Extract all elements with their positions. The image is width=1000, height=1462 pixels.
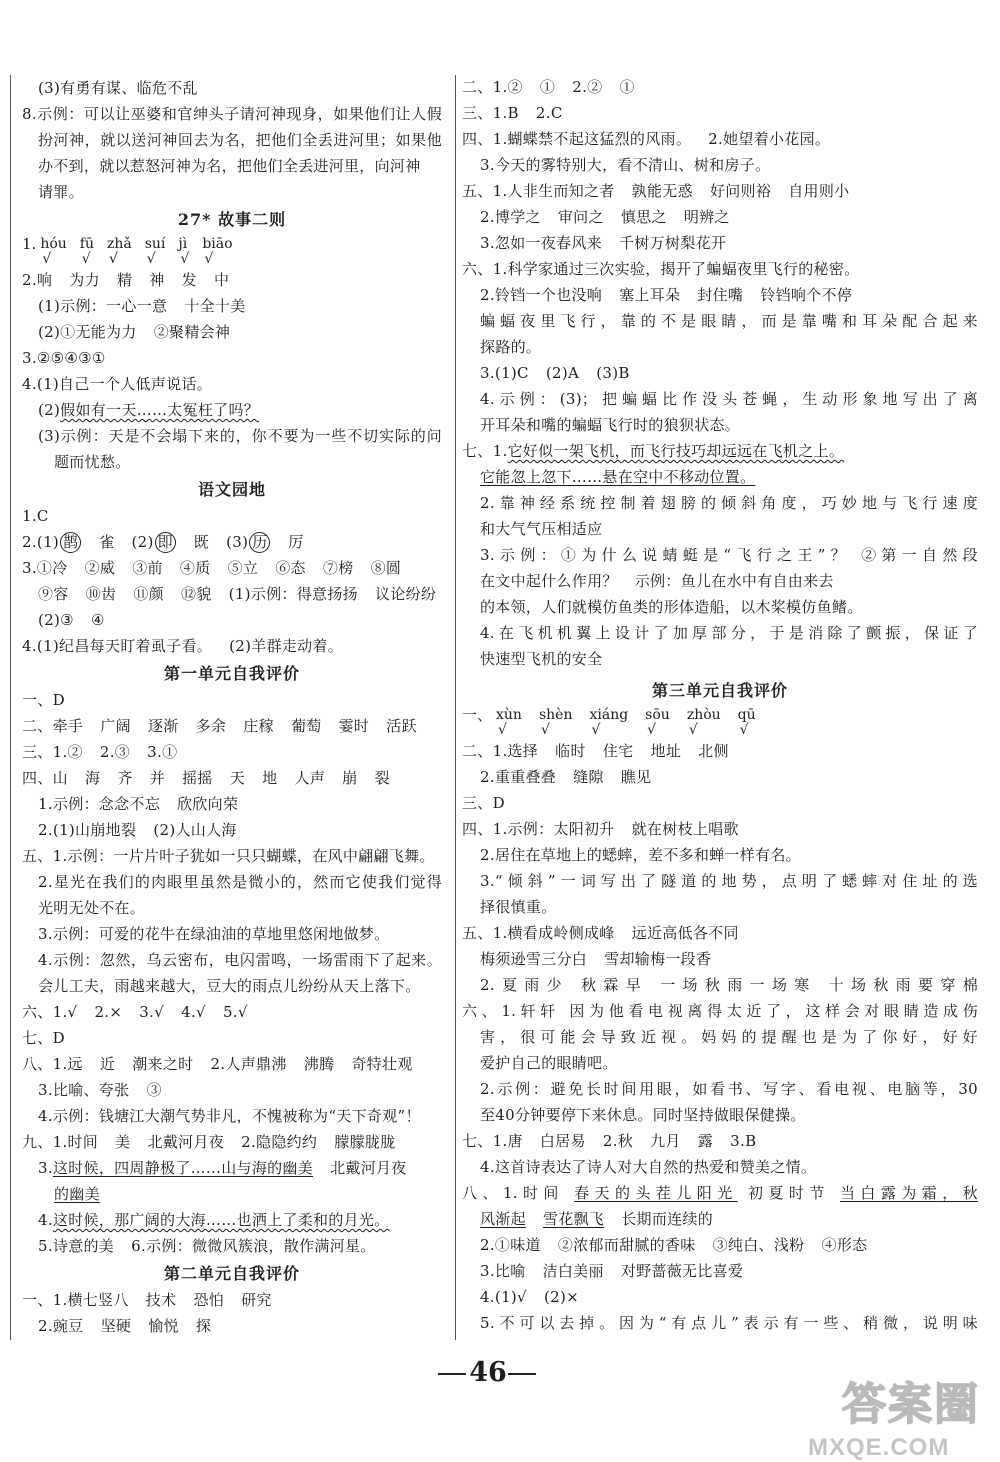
answer-line: 五、1.人非生而知之者 孰能无惑 好问则裕 自用则小 bbox=[462, 182, 850, 200]
answer-line: 一、D bbox=[22, 691, 65, 709]
check-mark: √ bbox=[647, 722, 657, 738]
section-heading: 第二单元自我评价 bbox=[163, 1264, 300, 1283]
answer-line: 3.(1)C (2)A (3)B bbox=[480, 364, 630, 382]
answer-line: (3)有勇有谋、临危不乱 bbox=[38, 79, 198, 97]
answer-line: 光明无处不在。 bbox=[38, 899, 146, 917]
answer-line: 3.比喻、夸张 ③ bbox=[38, 1081, 162, 1099]
answer-line: 六、1.轩轩 因为他看电视离得太近了，这样会对眼睛造成伤 bbox=[462, 1002, 978, 1020]
answer-line: 和大气气压相适应 bbox=[480, 520, 603, 538]
answer-line: 害，很可能会导致近视。妈妈的提醒也是为了你好，好好 bbox=[480, 1028, 978, 1046]
answer-line: 4.(1)√ (2)× bbox=[480, 1288, 580, 1306]
pinyin-syllable bbox=[80, 236, 94, 266]
answer-line bbox=[462, 1180, 978, 1206]
answer-line: 2.博学之 审问之 慎思之 明辨之 bbox=[480, 208, 730, 226]
answer-line: 2.铃铛一个也没响 塞上耳朵 封住嘴 铃铛响个不停 bbox=[480, 286, 853, 304]
answer-line: 4.在飞机机翼上设计了加厚部分，于是消除了颤振，保证了 bbox=[480, 624, 978, 642]
pinyin-text: jì bbox=[178, 236, 188, 252]
answer-line: 3.示例：①为什么说蜻蜓是“飞行之王”？ ②第一自然段 bbox=[480, 546, 978, 564]
answer-line: 5.不可以去掉。因为“有点儿”表示有一些、稍微，说明味 bbox=[480, 1314, 978, 1332]
answer-line: 2.居住在草地上的蟋蟀，差不多和蝉一样有名。 bbox=[480, 846, 801, 864]
answer-text: 既 (3) bbox=[176, 533, 249, 551]
answer-line: 四、1.示例：太阳初升 就在树枝上唱歌 bbox=[462, 820, 739, 838]
check-mark: √ bbox=[739, 722, 749, 738]
pinyin-text: xiáng bbox=[589, 707, 629, 723]
answer-line: (2)③ ④ bbox=[38, 611, 105, 629]
answer-line: 4.(1)纪昌每天盯着虱子看。 (2)羊群走动着。 bbox=[22, 637, 344, 655]
answer-line: 二、1.选择 临时 住宅 地址 北侧 bbox=[462, 742, 729, 760]
answer-line: 3.①冷 ②威 ③前 ④质 ⑤立 ⑥态 ⑦榜 ⑧圆 bbox=[22, 559, 402, 577]
answer-line: 择很慎重。 bbox=[480, 898, 557, 916]
circled-character: 鹊 bbox=[60, 532, 81, 553]
section-heading: 27* 故事二则 bbox=[177, 210, 287, 229]
answer-line: 九、1.时间 美 北戴河月夜 2.隐隐约约 朦朦胧胧 bbox=[22, 1133, 396, 1151]
answer-line: 快速型飞机的安全 bbox=[480, 650, 603, 668]
answer-line: 2.豌豆 坚硬 愉悦 探 bbox=[38, 1317, 212, 1335]
question-number: 一、 bbox=[462, 706, 493, 724]
answer-text: 七、1. bbox=[462, 442, 508, 460]
check-mark: √ bbox=[146, 251, 156, 267]
pinyin-text: biāo bbox=[202, 236, 233, 252]
pinyin-text: hóu bbox=[40, 236, 67, 252]
answer-line: 请罪。 bbox=[38, 183, 84, 201]
question-number: 1. bbox=[22, 235, 37, 253]
pinyin-text: xùn bbox=[496, 707, 522, 723]
answer-line: 三、1.② 2.③ 3.① bbox=[22, 743, 178, 761]
answer-line: 二、牵手 广阔 逐渐 多余 庄稼 葡萄 霎时 活跃 bbox=[22, 717, 417, 735]
section-heading: 语文园地 bbox=[197, 480, 266, 499]
answer-line: 2.靠神经系统控制着翅膀的倾斜角度，巧妙地与飞行速度 bbox=[480, 494, 978, 512]
answer-line: 3.今天的雾特别大，看不清山、树和房子。 bbox=[480, 156, 771, 174]
answer-line: 2.响 为力 精 神 发 中 bbox=[22, 271, 230, 289]
check-mark: √ bbox=[688, 722, 698, 738]
answer-text: 雀 (2) bbox=[82, 533, 154, 551]
answer-line: 办不到，就以惹怒河神为名，把他们全丢进河里，向河神 bbox=[38, 157, 421, 175]
watermark-url: MXQE.COM bbox=[808, 1434, 950, 1461]
answer-line: 3.忽如一夜春风来 千树万树梨花开 bbox=[480, 234, 727, 252]
right-column bbox=[462, 74, 978, 1336]
answer-line: 题而忧愁。 bbox=[54, 453, 131, 471]
pinyin-syllable bbox=[178, 236, 189, 266]
check-mark: √ bbox=[108, 251, 118, 267]
answer-line: 一、1.横七竖八 技术 恐怕 研究 bbox=[22, 1291, 272, 1309]
answer-line: 3.②⑤④③① bbox=[22, 349, 106, 367]
column-divider bbox=[455, 75, 456, 1340]
answer-line: 蝙蝠夜里飞行，靠的不是眼睛，而是靠嘴和耳朵配合起来 bbox=[480, 312, 978, 330]
check-mark: √ bbox=[498, 722, 507, 738]
answer-line: 4.示例：忽然，乌云密布，电闪雷鸣，一场雷雨下了起来。 bbox=[38, 951, 442, 969]
wavy-underlined-answer: 假如有一天……太冤枉了吗？ bbox=[60, 401, 260, 419]
check-mark: √ bbox=[591, 722, 601, 738]
pinyin-syllable bbox=[496, 707, 522, 737]
answer-line: 七、1.唐 白居易 2.秋 九月 露 3.B bbox=[462, 1132, 757, 1150]
answer-line: 2.①味道 ②浓郁而甜腻的香味 ③纯白、浅粉 ④形态 bbox=[480, 1236, 868, 1254]
answer-line: 至40分钟要停下来休息。同时坚持做眼保健操。 bbox=[480, 1106, 806, 1124]
answer-text: 厉 bbox=[271, 533, 304, 551]
answer-line: 1.C bbox=[22, 507, 49, 525]
pinyin-text: fū bbox=[79, 236, 94, 252]
answer-line: (2)①无能为力 ②聚精会神 bbox=[38, 323, 231, 341]
pinyin-text: suí bbox=[144, 236, 166, 252]
underlined-answer: 的幽美 bbox=[54, 1185, 100, 1203]
pinyin-syllable bbox=[687, 707, 721, 737]
answer-line: 4.示例：钱塘江大潮气势非凡，不愧被称为“天下奇观”！ bbox=[38, 1107, 421, 1125]
underlined-answer: 风渐起 bbox=[480, 1210, 526, 1228]
answer-line: 3.比喻 洁白美丽 对野蔷薇无比喜爱 bbox=[480, 1262, 744, 1280]
page-number-dash-right bbox=[508, 1373, 536, 1375]
answer-line bbox=[22, 397, 442, 423]
pinyin-line bbox=[22, 233, 442, 267]
answer-line: 开耳朵和嘴的蝙蝠飞行时的狼狈状态。 bbox=[480, 416, 741, 434]
answer-line: 爱护自己的眼睛吧。 bbox=[480, 1054, 618, 1072]
answer-line bbox=[22, 529, 442, 555]
answer-line: 六、1.√ 2.× 3.√ 4.√ 5.√ bbox=[22, 1003, 248, 1021]
left-column bbox=[22, 75, 442, 1339]
pinyin-syllable bbox=[589, 707, 628, 737]
answer-line: 4.示例：(3)；把蝙蝠比作没头苍蝇，生动形象地写出了离 bbox=[480, 390, 978, 408]
pinyin-syllable bbox=[202, 236, 232, 266]
pinyin-syllable bbox=[738, 707, 756, 737]
answer-line: 四、山 海 齐 并 摇摇 天 地 人声 崩 裂 bbox=[22, 769, 390, 787]
answer-line: 五、1.示例：一片片叶子犹如一只只蝴蝶，在风中翩翩飞舞。 bbox=[22, 847, 435, 865]
answer-line: 1.示例：念念不忘 欣欣向荣 bbox=[38, 795, 239, 813]
answer-line: 二、1.② ① 2.② ① bbox=[462, 78, 635, 96]
answer-line: 扮河神，就以送河神回去为名，把他们全丢进河里；如果他 bbox=[38, 131, 442, 149]
watermark-logo: 答案圈 bbox=[842, 1379, 980, 1430]
page-number-dash-left bbox=[438, 1373, 466, 1375]
answer-line: 八、1.远 近 潮来之时 2.人声鼎沸 沸腾 奇特壮观 bbox=[22, 1055, 413, 1073]
answer-line: 梅须逊雪三分白 雪却输梅一段香 bbox=[480, 950, 712, 968]
underlined-answer: 当白露为霜，秋 bbox=[839, 1184, 978, 1202]
left-margin-rule bbox=[10, 75, 11, 1340]
answer-line: 会儿工夫，雨越来越大，豆大的雨点儿纷纷从天上落下。 bbox=[38, 977, 421, 995]
answer-line: 4.(1)自己一个人低声说话。 bbox=[22, 375, 213, 393]
pinyin-text: zhòu bbox=[686, 707, 721, 723]
wavy-underlined-answer: 这时候，那广阔的大海……也洒上了柔和的月光。 bbox=[52, 1211, 390, 1229]
underlined-answer: 它能忽上忽下……悬在空中不移动位置。 bbox=[480, 468, 756, 486]
answer-line bbox=[22, 1181, 442, 1207]
check-mark: √ bbox=[204, 251, 214, 267]
pinyin-text: zhǎ bbox=[106, 236, 132, 252]
page-number: 46 bbox=[469, 1357, 507, 1388]
answer-text: 北戴河月夜 bbox=[313, 1159, 407, 1177]
answer-text: 2.(1) bbox=[22, 533, 60, 551]
answer-line bbox=[22, 1155, 442, 1181]
check-mark: √ bbox=[180, 251, 190, 267]
pinyin-syllable bbox=[40, 236, 66, 266]
answer-line: 3.示例：可爱的花牛在绿油油的草地里悠闲地做梦。 bbox=[38, 925, 390, 943]
check-mark: √ bbox=[81, 251, 91, 267]
answer-line: ⑨容 ⑩齿 ⑪颜 ⑫貌 (1)示例：得意扬扬 议论纷纷 bbox=[38, 585, 437, 603]
answer-line bbox=[22, 1207, 442, 1233]
answer-line: 2.示例：避免长时间用眼，如看书、写字、看电视、电脑等，30 bbox=[480, 1080, 978, 1098]
underlined-answer: 这时候，四周静极了……山与海的幽美 bbox=[52, 1159, 314, 1177]
section-heading: 第一单元自我评价 bbox=[163, 664, 300, 683]
answer-line: (1)示例：一心一意 十全十美 bbox=[38, 297, 246, 315]
answer-line: 三、1.B 2.C bbox=[462, 104, 563, 122]
answer-line bbox=[462, 1206, 978, 1232]
answer-line: 3.“倾斜”一词写出了隧道的地势，点明了蟋蟀对住址的选 bbox=[480, 872, 978, 890]
answer-line: 5.诗意的美 6.示例：微微风簇浪，散作满河星。 bbox=[38, 1237, 376, 1255]
answer-line: 七、D bbox=[22, 1029, 65, 1047]
pinyin-syllable bbox=[645, 707, 670, 737]
pinyin-text: shèn bbox=[538, 707, 573, 723]
answer-text: 4. bbox=[38, 1211, 53, 1229]
answer-text: 长期而连续的 bbox=[604, 1210, 714, 1228]
answer-line: 2.星光在我们的肉眼里虽然是微小的，然而它使我们觉得 bbox=[38, 873, 442, 891]
pinyin-line bbox=[462, 704, 978, 738]
answer-text bbox=[526, 1210, 543, 1228]
answer-line: 2.夏雨少 秋霖早 一场秋雨一场寒 十场秋雨要穿棉 bbox=[480, 976, 978, 994]
check-mark: √ bbox=[540, 722, 550, 738]
answer-line: 4.这首诗表达了诗人对大自然的热爱和赞美之情。 bbox=[480, 1158, 817, 1176]
answer-line: 在文中起什么作用？ 示例：鱼儿在水中有自由来去 bbox=[480, 572, 834, 590]
answer-line bbox=[462, 464, 978, 490]
answer-text: (2) bbox=[38, 401, 61, 419]
underlined-answer: 雪花飘飞 bbox=[542, 1210, 605, 1228]
answer-text: 初夏时节 bbox=[737, 1184, 840, 1202]
answer-line: 四、1.蝴蝶禁不起这猛烈的风雨。 2.她望着小花园。 bbox=[462, 130, 831, 148]
answer-text: 八、1.时间 bbox=[462, 1184, 575, 1202]
answer-line: 2.(1)山崩地裂 (2)人山人海 bbox=[38, 821, 237, 839]
answer-line: 六、1.科学家通过三次实验，揭开了蝙蝠夜里飞行的秘密。 bbox=[462, 260, 860, 278]
answer-line: 探路的。 bbox=[480, 338, 542, 356]
answer-line: 三、D bbox=[462, 794, 505, 812]
pinyin-text: qū bbox=[737, 707, 756, 723]
pinyin-syllable bbox=[539, 707, 573, 737]
answer-line: 2.重重叠叠 缝隙 瞧见 bbox=[480, 768, 652, 786]
answer-line: 五、1.横看成岭侧成峰 远近高低各不同 bbox=[462, 924, 739, 942]
pinyin-text: sōu bbox=[645, 707, 670, 723]
check-mark: √ bbox=[42, 251, 52, 267]
answer-line bbox=[462, 438, 978, 464]
pinyin-syllable bbox=[107, 236, 132, 266]
answer-line: 的本领，人们就模仿鱼类的形体造船，以木桨模仿鱼鳍。 bbox=[480, 598, 863, 616]
pinyin-syllable bbox=[145, 236, 166, 266]
underlined-answer: 春天的头茬儿阳光 bbox=[574, 1184, 738, 1202]
circled-character: 即 bbox=[155, 532, 176, 553]
circled-character: 历 bbox=[249, 532, 270, 553]
answer-line: 8.示例：可以让巫婆和官绅头子请河神现身，如果他们让人假 bbox=[22, 105, 442, 123]
answer-text: 3. bbox=[38, 1159, 53, 1177]
section-heading: 第三单元自我评价 bbox=[651, 681, 788, 700]
wavy-underlined-answer: 它好似一架飞机，而飞行技巧却远远在飞机之上。 bbox=[507, 442, 845, 460]
answer-line: (3)示例：天是不会塌下来的，你不要为一些不切实际的问 bbox=[38, 427, 442, 445]
